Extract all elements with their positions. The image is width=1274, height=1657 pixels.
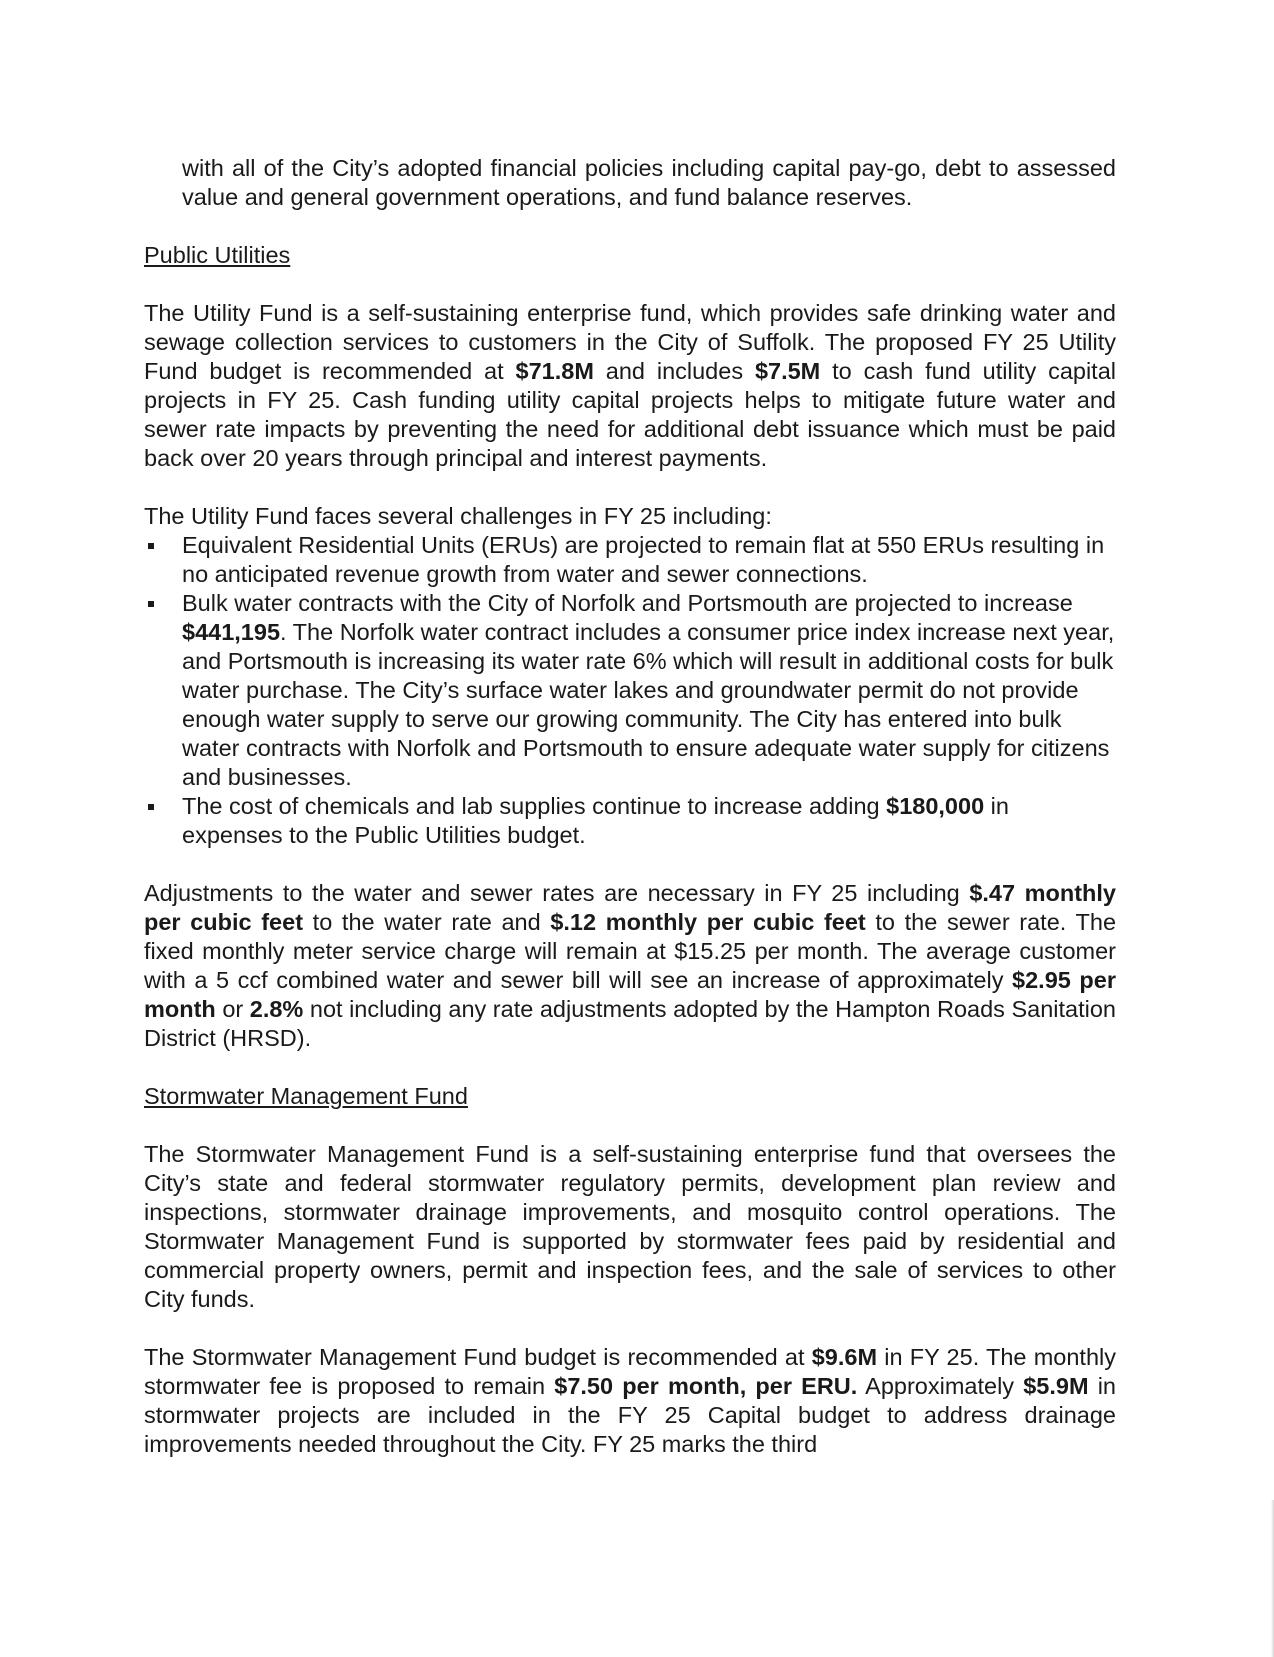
challenges-list xyxy=(144,792,1116,850)
list-item xyxy=(144,589,1116,792)
bold-amount: $180,000 xyxy=(886,793,985,819)
stormwater-budget-paragraph xyxy=(144,1343,1116,1459)
text-run: in stormwater projects are included in the FY 25 Capital budget to address drainage improvements needed throughout the City. FY 25 marks the third xyxy=(144,1373,1116,1457)
rate-adjustments-paragraph xyxy=(144,879,1116,1053)
bold-amount: $71.8M xyxy=(515,358,594,384)
bold-amount: $5.9M xyxy=(1023,1373,1089,1399)
section-heading-stormwater: Stormwater Management Fund xyxy=(144,1083,468,1109)
bold-amount: $441,195 xyxy=(182,619,281,645)
utility-fund-paragraph xyxy=(144,299,1116,473)
text-run: and includes xyxy=(593,358,755,384)
section-heading-public-utilities: Public Utilities xyxy=(144,242,291,268)
bold-amount: 2.8% xyxy=(249,996,304,1022)
list-item xyxy=(144,531,1116,589)
bold-amount: $7.5M xyxy=(754,358,821,384)
stormwater-fund-paragraph: The Stormwater Management Fund is a self-sustaining enterprise fund that oversees the City’s state and federal stormwater regulatory permits, development plan review and inspections, stormwater drainage improvements, and mosquito control operations. The Stormwater Management Fund is supported by stormwater fees paid by residential and commercial property owners, permit and inspection fees, and the sale of services to other City funds. xyxy=(144,1141,1116,1312)
bold-amount: $.12 monthly per cubic feet xyxy=(550,909,866,935)
text-run: The Stormwater Management Fund budget is recommended at xyxy=(144,1344,812,1370)
list-item xyxy=(144,792,1116,850)
text-run: to cash fund utility capital projects in FY 25. Cash funding utility capital projects helps to mitigate future water and sewer rate impacts by preventing the need for additional debt issuance which must be paid back over 20 years through principal and interest payments. xyxy=(144,358,1117,471)
text-run: Equivalent Residential Units (ERUs) are projected to remain flat at 550 ERUs resulting in no anticipated revenue growth from water and sewer connections. xyxy=(182,532,1105,587)
intro-continuation: with all of the City’s adopted financial policies including capital pay-go, debt to assessed value and general government operations, and fund balance reserves. xyxy=(182,155,1116,210)
text-run: Adjustments to the water and sewer rates are necessary in FY 25 including xyxy=(144,880,970,906)
text-run: to the sewer rate. The fixed monthly meter service charge will remain at $15.25 per month. The average customer with a 5 ccf combined water and sewer bill will see an increase of approximately xyxy=(144,909,1117,993)
text-run: . The Norfolk water contract includes a consumer price index increase next year, and Portsmouth is increasing its water rate 6% which will result in additional costs for bulk water purchase. The City’s surface water lakes and groundwater permit do not provide enough water supply to serve our growing community. The City has entered into bulk water contracts with Norfolk and Portsmouth to ensure adequate water supply for citizens and businesses. xyxy=(182,619,1115,790)
text-run: Approximately xyxy=(857,1373,1024,1399)
page-content xyxy=(144,154,1116,1459)
bold-amount: $2.95 per month xyxy=(144,967,1117,1022)
text-run: in expenses to the Public Utilities budget. xyxy=(182,793,1009,848)
text-run: Bulk water contracts with the City of Norfolk and Portsmouth are projected to increase xyxy=(182,590,1073,616)
challenges-list xyxy=(144,589,1116,792)
bold-amount: $.47 monthly per cubic feet xyxy=(144,880,1116,935)
text-run: not including any rate adjustments adopted by the Hampton Roads Sanitation District (HRSD). xyxy=(144,996,1116,1051)
text-run: The cost of chemicals and lab supplies continue to increase adding xyxy=(182,793,887,819)
challenges-intro: The Utility Fund faces several challenges in FY 25 including: xyxy=(144,503,772,529)
text-run: in FY 25. The monthly stormwater fee is proposed to remain xyxy=(144,1344,1116,1399)
challenges-list xyxy=(144,531,1116,589)
text-run: The Utility Fund is a self-sustaining enterprise fund, which provides safe drinking water and sewage collection services to customers in the City of Suffolk. The proposed FY 25 Utility Fund budget is recommended at xyxy=(144,300,1116,384)
bold-amount: $7.50 per month, per ERU. xyxy=(554,1373,858,1399)
bold-amount: $9.6M xyxy=(811,1344,878,1370)
text-run: to the water rate and xyxy=(303,909,551,935)
text-run: or xyxy=(215,996,250,1022)
